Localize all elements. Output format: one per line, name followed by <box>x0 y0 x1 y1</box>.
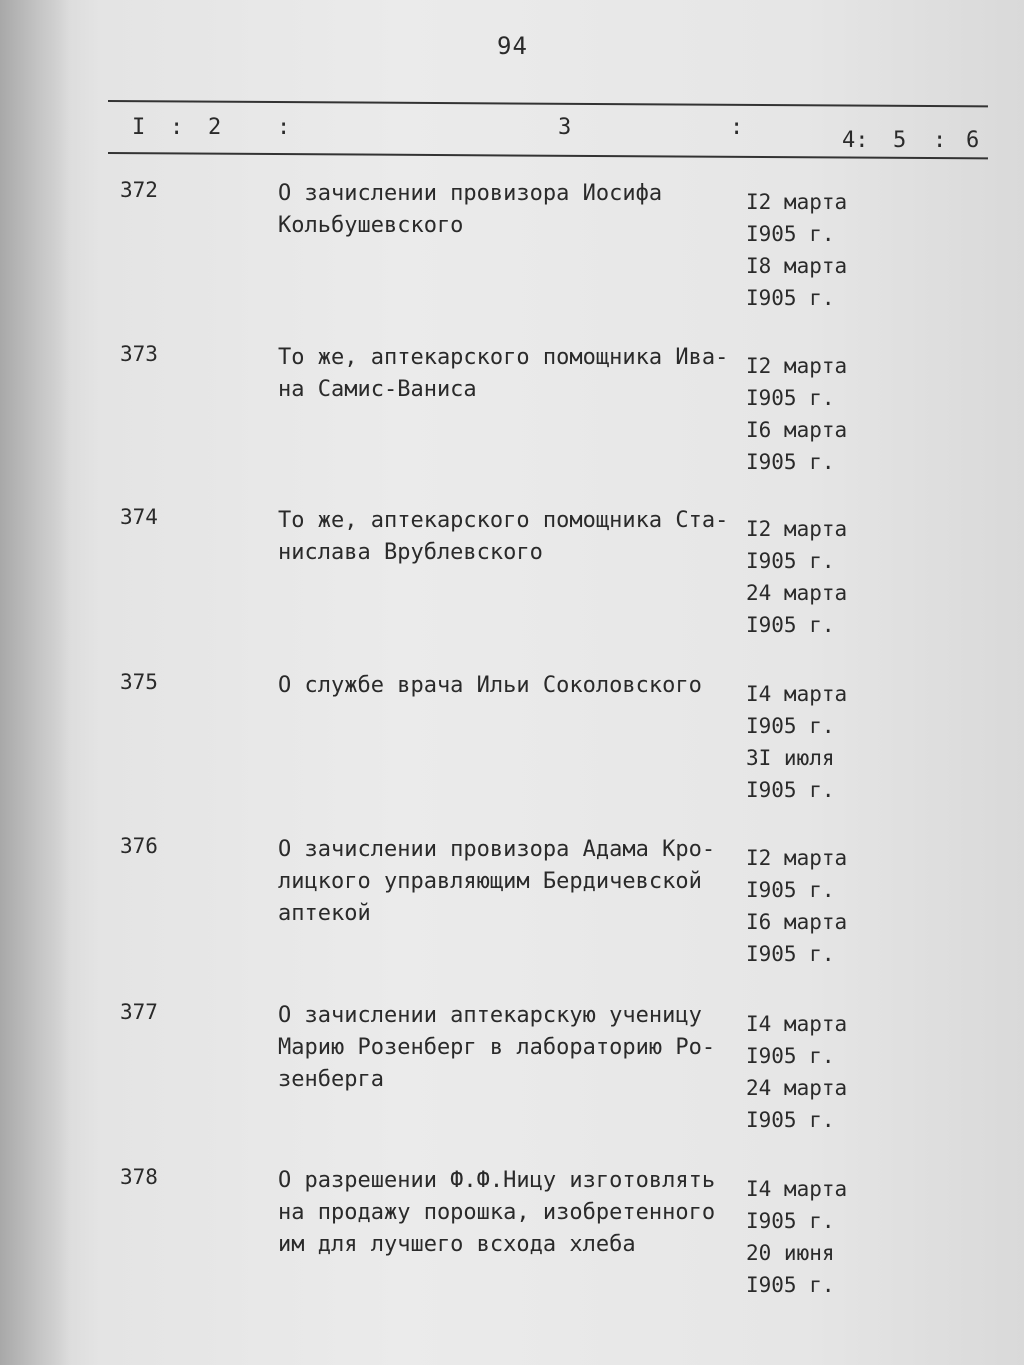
entry-title-line: О зачислении провизора Адама Кро- <box>278 837 716 862</box>
table-top-rule <box>108 100 988 107</box>
entry-title-line: нислава Врублевского <box>278 540 543 565</box>
entry-dates <box>746 1008 847 1136</box>
entry-title-line: на продажу порошка, изобретенного <box>278 1200 716 1225</box>
entry-date-end-year: I905 г. <box>746 613 835 637</box>
entry-date-end: I6 марта <box>746 418 848 442</box>
entry-date-start-year: I905 г. <box>746 386 835 410</box>
entry-dates <box>746 186 847 314</box>
entry-title <box>278 342 758 406</box>
entry-date-end: I6 марта <box>746 910 848 934</box>
entry-date-start-year: I905 г. <box>746 222 835 246</box>
entry-date-end-year: I905 г. <box>746 778 835 802</box>
header-sep-5: : <box>933 128 947 153</box>
entry-date-end-year: I905 г. <box>746 450 835 474</box>
entry-date-start-year: I905 г. <box>746 878 835 902</box>
entry-title <box>278 670 758 702</box>
entry-number: 378 <box>120 1165 158 1189</box>
entry-dates <box>746 513 847 641</box>
entry-title <box>278 505 758 569</box>
entry-title-line: на Самис-Ваниса <box>278 377 477 402</box>
entry-title-line: зенберга <box>278 1067 384 1092</box>
entry-date-end: 20 июня <box>746 1241 835 1265</box>
header-sep-2: : <box>277 115 291 140</box>
entry-title-line: О службе врача Ильи Соколовского <box>278 673 702 698</box>
header-sep-3: : <box>730 115 744 140</box>
entry-date-end: I8 марта <box>746 254 848 278</box>
table-header-rule <box>108 152 988 159</box>
header-col-5: 5 <box>893 128 907 153</box>
entry-date-start-year: I905 г. <box>746 549 835 573</box>
entry-date-end: 3I июля <box>746 746 835 770</box>
entry-number: 372 <box>120 178 158 202</box>
entry-title-line: То же, аптекарского помощника Ста- <box>278 508 729 533</box>
entry-title-line: О зачислении аптекарскую ученицу <box>278 1003 702 1028</box>
header-col-1: I <box>132 115 146 140</box>
entry-title-line: То же, аптекарского помощника Ива- <box>278 345 729 370</box>
entry-date-start: I4 марта <box>746 1012 848 1036</box>
entry-dates <box>746 678 847 806</box>
entry-title-line: им для лучшего всхода хлеба <box>278 1232 636 1257</box>
entry-date-end-year: I905 г. <box>746 942 835 966</box>
entry-376 <box>0 834 1024 994</box>
entry-title <box>278 1165 758 1261</box>
entry-375 <box>0 670 1024 830</box>
entry-title <box>278 834 758 930</box>
entry-title-line: Кольбушевского <box>278 213 464 238</box>
entry-dates <box>746 1173 847 1301</box>
entry-date-end-year: I905 г. <box>746 286 835 310</box>
entry-title <box>278 1000 758 1096</box>
header-col-2: 2 <box>208 115 222 140</box>
entry-date-end: 24 марта <box>746 1076 848 1100</box>
header-col-6: 6 <box>966 128 980 153</box>
header-sep-1: : <box>170 115 184 140</box>
entry-date-start-year: I905 г. <box>746 1044 835 1068</box>
entry-date-end-year: I905 г. <box>746 1108 835 1132</box>
entry-373 <box>0 342 1024 502</box>
entry-number: 377 <box>120 1000 158 1024</box>
entry-number: 373 <box>120 342 158 366</box>
entry-title-line: О зачислении провизора Иосифа <box>278 181 663 206</box>
entry-title-line: О разрешении Ф.Ф.Ницу изготовлять <box>278 1168 716 1193</box>
page-number: 94 <box>497 32 528 60</box>
entry-378 <box>0 1165 1024 1325</box>
entry-date-start: I4 марта <box>746 1177 848 1201</box>
entry-date-start: I2 марта <box>746 190 848 214</box>
entry-date-start-year: I905 г. <box>746 1209 835 1233</box>
entry-title-line: лицкого управляющим Бердичевской <box>278 869 702 894</box>
entry-number: 376 <box>120 834 158 858</box>
entry-date-start: I2 марта <box>746 354 848 378</box>
entry-date-start: I2 марта <box>746 846 848 870</box>
entry-title <box>278 178 758 242</box>
entry-number: 375 <box>120 670 158 694</box>
entry-372 <box>0 178 1024 338</box>
entry-374 <box>0 505 1024 665</box>
entry-dates <box>746 350 847 478</box>
header-col-3: 3 <box>558 115 572 140</box>
entry-dates <box>746 842 847 970</box>
entry-number: 374 <box>120 505 158 529</box>
entry-date-end: 24 марта <box>746 581 848 605</box>
entry-date-start-year: I905 г. <box>746 714 835 738</box>
entry-title-line: аптекой <box>278 901 371 926</box>
entry-title-line: Марию Розенберг в лабораторию Ро- <box>278 1035 716 1060</box>
entry-377 <box>0 1000 1024 1160</box>
entry-date-start: I2 марта <box>746 517 848 541</box>
header-col-4: 4: <box>842 128 869 153</box>
entry-date-start: I4 марта <box>746 682 848 706</box>
entry-date-end-year: I905 г. <box>746 1273 835 1297</box>
